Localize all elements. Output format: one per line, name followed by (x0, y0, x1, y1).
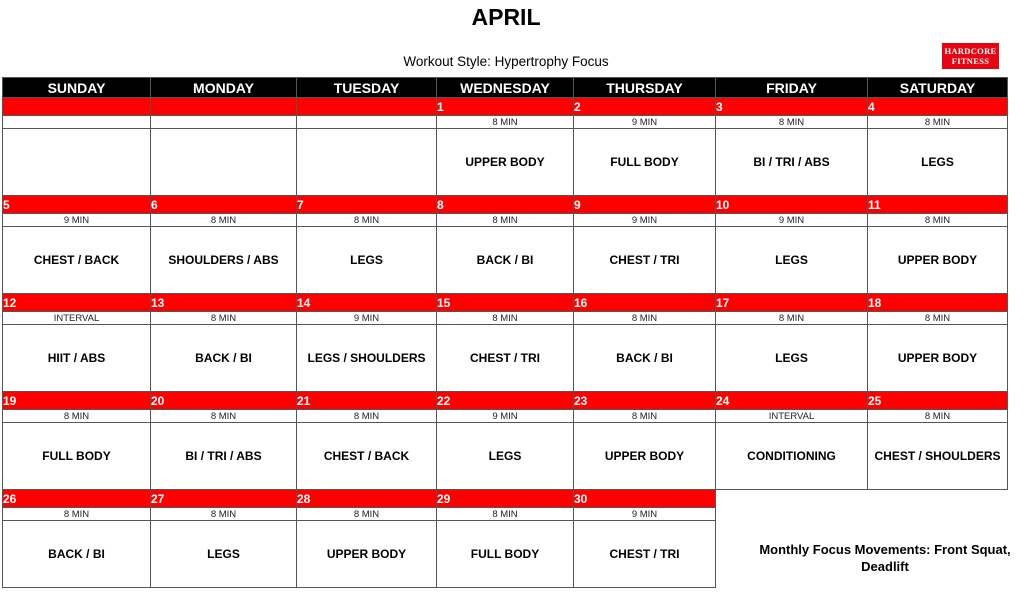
week-4-wk-row (3, 423, 1008, 490)
workout-duration: 9 MIN (437, 410, 574, 423)
workout-focus: BACK / BI (151, 325, 297, 392)
workout-focus: LEGS (297, 227, 437, 294)
workout-focus: BACK / BI (574, 325, 716, 392)
day-number (3, 98, 151, 116)
weekday-header: MONDAY (151, 78, 297, 98)
workout-focus: CHEST / BACK (297, 423, 437, 490)
workout-duration: 8 MIN (437, 508, 574, 521)
day-number: 12 (3, 294, 151, 312)
monthly-focus-note (740, 541, 1024, 575)
week-2-num-row (3, 196, 1008, 214)
workout-duration: 8 MIN (868, 214, 1008, 227)
workout-duration: 9 MIN (574, 214, 716, 227)
weekday-header: FRIDAY (716, 78, 868, 98)
workout-focus: BI / TRI / ABS (716, 129, 868, 196)
workout-focus: BACK / BI (437, 227, 574, 294)
workout-duration: INTERVAL (3, 312, 151, 325)
empty-cell (868, 490, 1008, 508)
day-number (151, 98, 297, 116)
workout-focus: UPPER BODY (868, 325, 1008, 392)
workout-focus: FULL BODY (3, 423, 151, 490)
workout-duration: 8 MIN (151, 508, 297, 521)
note-line-1: Monthly Focus Movements: Front Squat, (759, 542, 1011, 557)
empty-cell (868, 508, 1008, 521)
workout-focus: CHEST / SHOULDERS (868, 423, 1008, 490)
workout-focus: BACK / BI (3, 521, 151, 588)
workout-focus: UPPER BODY (574, 423, 716, 490)
week-5-num-row (3, 490, 1008, 508)
day-number: 1 (437, 98, 574, 116)
day-number: 4 (868, 98, 1008, 116)
week-4-dur-row (3, 410, 1008, 423)
day-number: 14 (297, 294, 437, 312)
day-number: 7 (297, 196, 437, 214)
workout-focus: CHEST / TRI (437, 325, 574, 392)
empty-cell (716, 490, 868, 508)
day-number: 23 (574, 392, 716, 410)
workout-duration: 8 MIN (3, 508, 151, 521)
day-number: 2 (574, 98, 716, 116)
workout-focus: CHEST / TRI (574, 521, 716, 588)
workout-focus (297, 129, 437, 196)
workout-duration: 8 MIN (297, 410, 437, 423)
week-4-num-row (3, 392, 1008, 410)
workout-focus: LEGS / SHOULDERS (297, 325, 437, 392)
workout-focus: CHEST / BACK (3, 227, 151, 294)
workout-duration (151, 116, 297, 129)
workout-focus: UPPER BODY (437, 129, 574, 196)
workout-duration: 8 MIN (151, 312, 297, 325)
workout-duration (3, 116, 151, 129)
day-number: 25 (868, 392, 1008, 410)
calendar-grid (2, 77, 1008, 588)
workout-duration: 8 MIN (3, 410, 151, 423)
day-number: 22 (437, 392, 574, 410)
workout-duration: 8 MIN (437, 214, 574, 227)
day-number: 6 (151, 196, 297, 214)
week-5-dur-row (3, 508, 1008, 521)
workout-duration: 8 MIN (437, 312, 574, 325)
workout-duration: 8 MIN (574, 410, 716, 423)
day-number: 20 (151, 392, 297, 410)
workout-focus: FULL BODY (437, 521, 574, 588)
day-number: 11 (868, 196, 1008, 214)
day-number: 5 (3, 196, 151, 214)
day-number: 28 (297, 490, 437, 508)
workout-focus: LEGS (437, 423, 574, 490)
weekday-header: WEDNESDAY (437, 78, 574, 98)
week-2-dur-row (3, 214, 1008, 227)
day-number: 30 (574, 490, 716, 508)
day-number: 17 (716, 294, 868, 312)
day-number: 26 (3, 490, 151, 508)
workout-focus: LEGS (151, 521, 297, 588)
empty-cell (716, 508, 868, 521)
weekday-header-row (3, 78, 1008, 98)
week-1-num-row (3, 98, 1008, 116)
workout-duration: 8 MIN (868, 410, 1008, 423)
day-number: 24 (716, 392, 868, 410)
workout-focus: LEGS (868, 129, 1008, 196)
week-1-wk-row (3, 129, 1008, 196)
weekday-header: SUNDAY (3, 78, 151, 98)
workout-focus: SHOULDERS / ABS (151, 227, 297, 294)
day-number: 9 (574, 196, 716, 214)
workout-focus (3, 129, 151, 196)
workout-duration: 8 MIN (151, 214, 297, 227)
weekday-header: THURSDAY (574, 78, 716, 98)
day-number: 16 (574, 294, 716, 312)
workout-focus: CHEST / TRI (574, 227, 716, 294)
workout-focus: BI / TRI / ABS (151, 423, 297, 490)
workout-focus: LEGS (716, 227, 868, 294)
logo-line-2: FITNESS (951, 56, 990, 66)
day-number (297, 98, 437, 116)
workout-focus: CONDITIONING (716, 423, 868, 490)
day-number: 8 (437, 196, 574, 214)
workout-duration: 8 MIN (437, 116, 574, 129)
workout-duration: 9 MIN (3, 214, 151, 227)
workout-focus (151, 129, 297, 196)
workout-focus: HIIT / ABS (3, 325, 151, 392)
workout-focus: LEGS (716, 325, 868, 392)
day-number: 19 (3, 392, 151, 410)
workout-duration: 9 MIN (297, 312, 437, 325)
week-3-num-row (3, 294, 1008, 312)
workout-duration: 8 MIN (868, 116, 1008, 129)
day-number: 15 (437, 294, 574, 312)
week-2-wk-row (3, 227, 1008, 294)
workout-focus: FULL BODY (574, 129, 716, 196)
weekday-header: TUESDAY (297, 78, 437, 98)
workout-duration: 9 MIN (574, 116, 716, 129)
week-3-dur-row (3, 312, 1008, 325)
week-1-dur-row (3, 116, 1008, 129)
week-3-wk-row (3, 325, 1008, 392)
workout-focus: UPPER BODY (868, 227, 1008, 294)
workout-duration (297, 116, 437, 129)
workout-duration: 9 MIN (716, 214, 868, 227)
workout-duration: 8 MIN (716, 116, 868, 129)
workout-duration: 8 MIN (297, 214, 437, 227)
workout-duration: 8 MIN (574, 312, 716, 325)
workout-duration: 8 MIN (716, 312, 868, 325)
day-number: 13 (151, 294, 297, 312)
workout-duration: INTERVAL (716, 410, 868, 423)
brand-logo (942, 43, 999, 69)
workout-duration: 9 MIN (574, 508, 716, 521)
page-title: APRIL (471, 4, 541, 30)
workout-duration: 8 MIN (151, 410, 297, 423)
day-number: 21 (297, 392, 437, 410)
day-number: 10 (716, 196, 868, 214)
day-number: 27 (151, 490, 297, 508)
workout-duration: 8 MIN (868, 312, 1008, 325)
day-number: 18 (868, 294, 1008, 312)
workout-duration: 8 MIN (297, 508, 437, 521)
day-number: 3 (716, 98, 868, 116)
workout-style-subtitle: Workout Style: Hypertrophy Focus (403, 54, 609, 69)
weekday-header: SATURDAY (868, 78, 1008, 98)
logo-line-1: HARDCORE (944, 46, 997, 56)
day-number: 29 (437, 490, 574, 508)
note-line-2: Deadlift (861, 559, 909, 574)
workout-focus: UPPER BODY (297, 521, 437, 588)
